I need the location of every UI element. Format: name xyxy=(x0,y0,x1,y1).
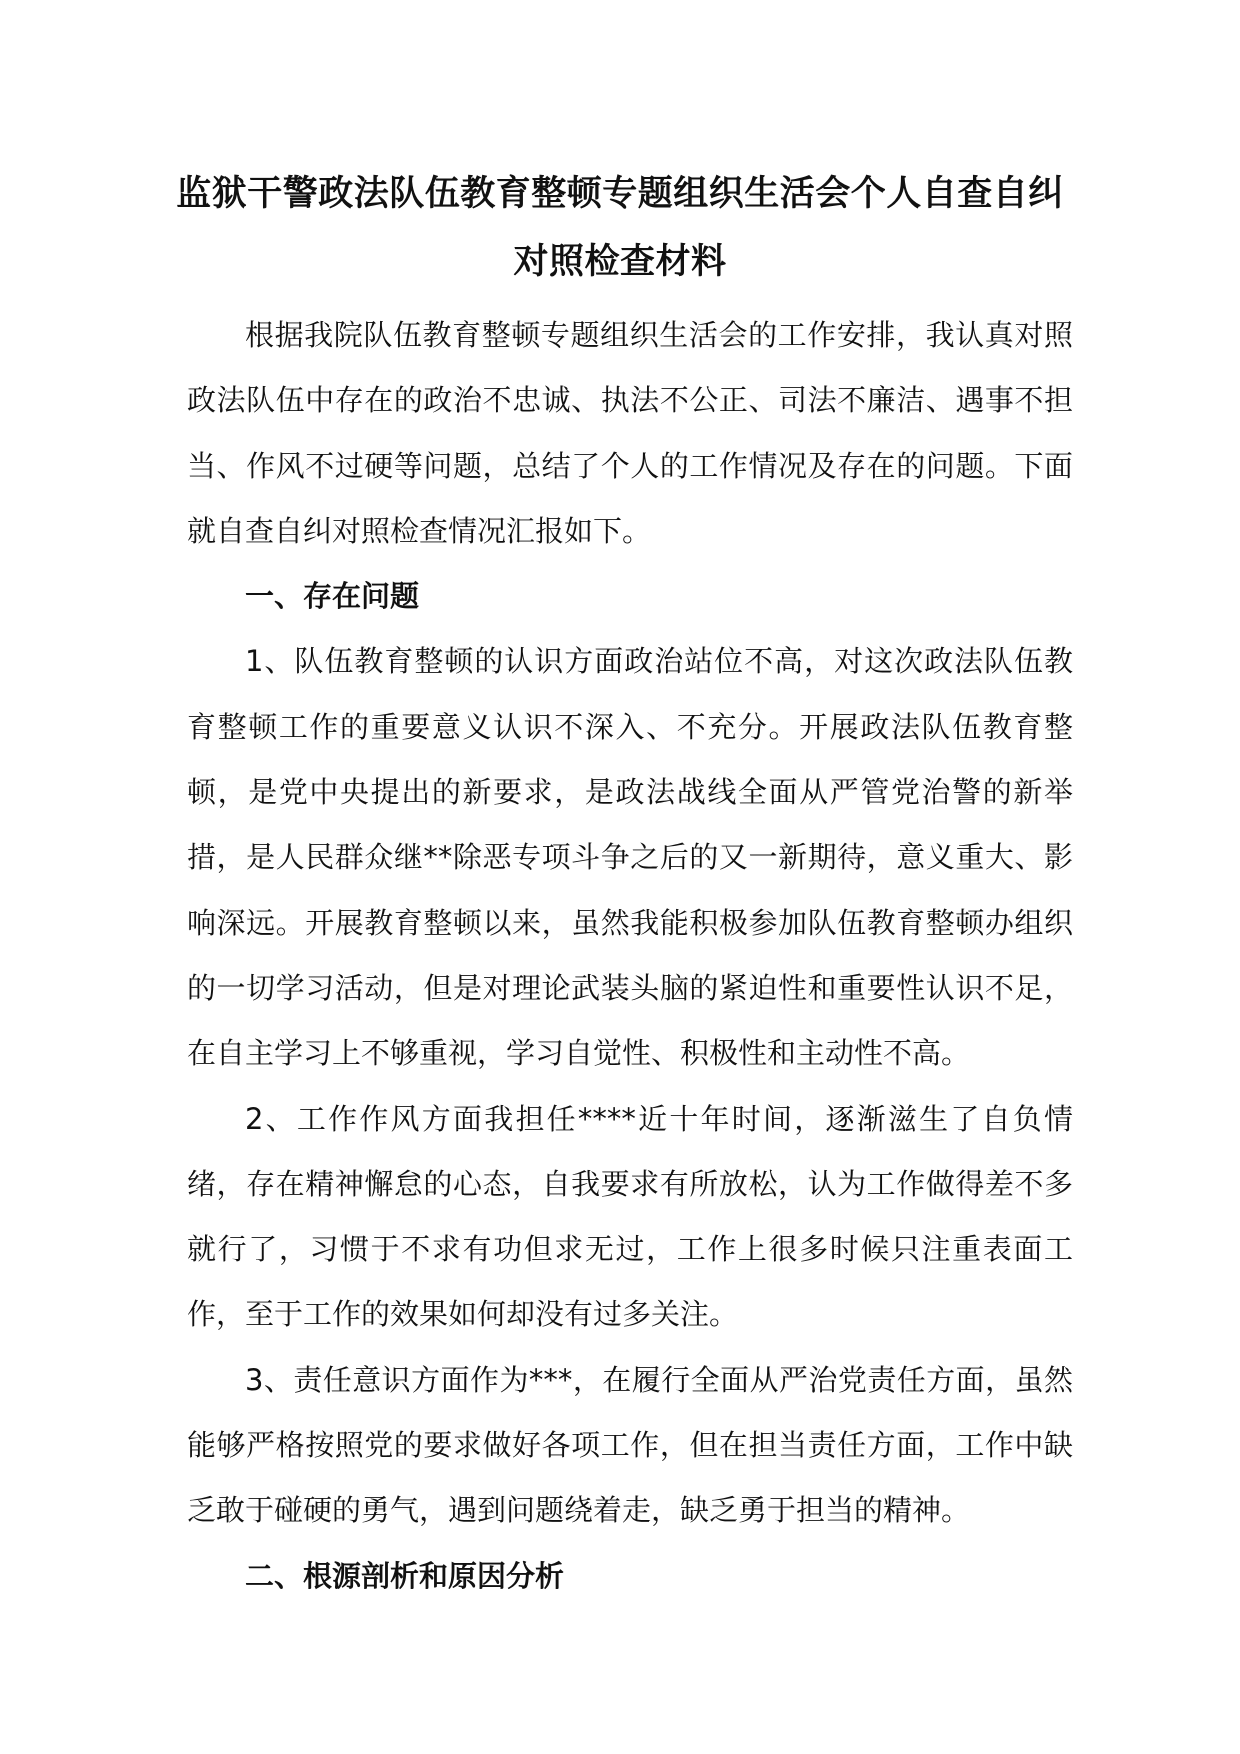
intro-paragraph: 根据我院队伍教育整顿专题组织生活会的工作安排，我认真对照政法队伍中存在的政治不忠诚、执法不公正、司法不廉洁、遇事不担当、作风不过硬等问题，总结了个人的工作情况及存在的问题。下面就自查自纠对照检查情况汇报如下。 xyxy=(187,318,1073,548)
document-body xyxy=(187,303,1073,1609)
document-title-line-1: 监狱干警政法队伍教育整顿专题组织生活会个人自查自纠 xyxy=(176,174,1064,214)
problem-item-3: 3、责任意识方面作为***，在履行全面从严治党责任方面，虽然能够严格按照党的要求做好各项工作，但在担当责任方面，工作中缺乏敢于碰硬的勇气，遇到问题绕着走，缺乏勇于担当的精神。 xyxy=(187,1362,1073,1528)
section-heading-problems: 一、存在问题 xyxy=(245,579,420,614)
section-heading-root-cause: 二、根源剖析和原因分析 xyxy=(245,1558,565,1593)
document-title-line-2: 对照检查材料 xyxy=(513,242,727,282)
problem-item-2: 2、工作作风方面我担任****近十年时间，逐渐滋生了自负情绪，存在精神懈怠的心态，自我要求有所放松，认为工作做得差不多就行了，习惯于不求有功但求无过，工作上很多时候只注重表面工作，至于工作的效果如何却没有过多关注。 xyxy=(187,1101,1073,1332)
problem-item-1: 1、队伍教育整顿的认识方面政治站位不高，对这次政法队伍教育整顿工作的重要意义认识不深入、不充分。开展政法队伍教育整顿，是党中央提出的新要求，是政法战线全面从严管党治警的新举措，是人民群众继**除恶专项斗争之后的又一新期待，意义重大、影响深远。开展教育整顿以来，虽然我能积极参加队伍教育整顿办组织的一切学习活动，但是对理论武装头脑的紧迫性和重要性认识不足，在自主学习上不够重视，学习自觉性、积极性和主动性不高。 xyxy=(187,644,1073,1071)
